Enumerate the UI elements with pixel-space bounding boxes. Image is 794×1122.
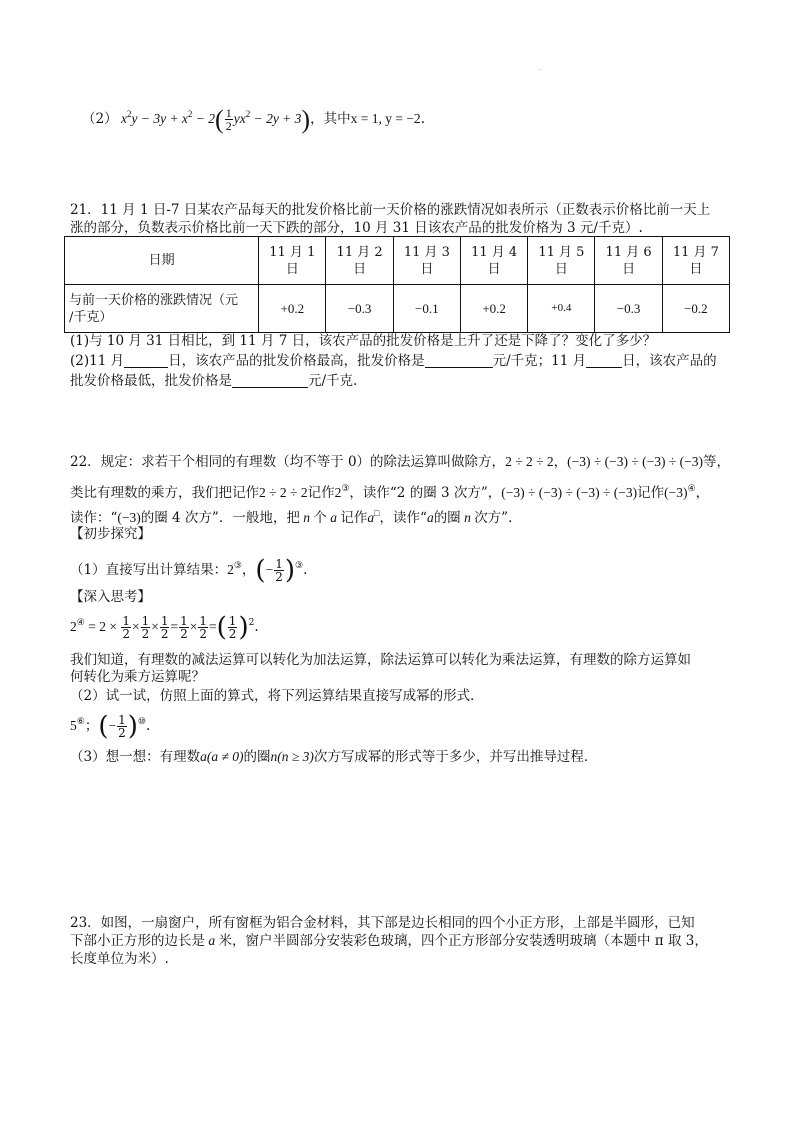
q22-example-formula: 2④ = 2 × $\frac{1}{2}$ × $\frac{1}{2}$ × $\frac{1}{2}$ = $\frac{1}{2}$ × $\frac{1}{2}$ =( $\frac{1}{2}$ )$^2$. <box>70 612 259 643</box>
header-day: 11 月 2 日 <box>326 237 393 285</box>
section-heading: 【深入思考】 <box>70 589 151 605</box>
q22-know2: 何转化为乘方运算呢？ <box>70 669 205 685</box>
q21-line2: 涨的部分，负数表示价格比前一天下跌的部分，10 月 31 日该农产品的批发价格为 3 元/千克）. <box>70 220 643 236</box>
table-cell-value: −0.1 <box>393 285 460 333</box>
scan-mark: · <box>539 66 542 74</box>
q20-condition: x = 1, y = −2 <box>350 111 421 126</box>
section-heading: 【初步探究】 <box>70 526 151 542</box>
table-header-row <box>65 237 730 285</box>
q22-line2: 类比有理数的乘方，我们把记作2 ÷ 2 ÷ 2记作2③，读作“2 的圈 3 次方”，(−3) ÷ (−3) ÷ (−3) ÷ (−3)记作(−3)④， <box>70 483 710 501</box>
row-label: 与前一天价格的涨跌情况（元 /千克） <box>65 285 259 333</box>
table-cell-value: +0.2 <box>460 285 527 333</box>
q22-part2-items: 5⑥；(− $\frac{1}{2}$ )⑩. <box>70 711 151 742</box>
q20-part2-number: （2） <box>82 111 118 127</box>
answer-blank[interactable] <box>425 353 493 368</box>
header-day: 11 月 3 日 <box>393 237 460 285</box>
q20-expression: $x^2y - 3y + x^2 - 2$( $\frac{1}{2}$ $yx^2 - 2y + 3$) <box>117 104 311 134</box>
q21-sub1: (1)与 10 月 31 日相比，到 11 月 7 日，该农产品的批发价格是上升了还是下降了？变化了多少？ <box>70 333 657 349</box>
table-cell-value: −0.2 <box>662 285 729 333</box>
q23-line1: 23．如图，一扇窗户，所有窗框为铝合金材料，其下部是边长相同的四个小正方形，上部是半圆形，已知 <box>70 915 695 931</box>
q23-line3: 长度单位为米）. <box>70 951 169 967</box>
header-day: 11 月 1 日 <box>259 237 326 285</box>
q20-condition-prefix: ，其中 <box>310 111 351 127</box>
answer-blank[interactable] <box>586 353 622 368</box>
table-value-row <box>65 285 730 333</box>
q22-line1: 22．规定：求若干个相同的有理数（均不等于 0）的除法运算叫做除方，2 ÷ 2 ÷ 2，(−3) ÷ (−3) ÷ (−3) ÷ (−3)等， <box>70 454 731 470</box>
q23-line2: 下部小正方形的边长是 a 米，窗户半圆部分安装彩色玻璃，四个正方形部分安装透明玻璃（本题中 π 取 3， <box>70 933 708 949</box>
table-cell-value: −0.3 <box>326 285 393 333</box>
answer-blank[interactable] <box>232 373 308 388</box>
answer-blank[interactable] <box>124 353 168 368</box>
q21-sub2-line2: 批发价格最低，批发价格是 元/千克. <box>70 373 358 389</box>
table-cell-value: −0.3 <box>595 285 662 333</box>
q22-part1: （1）直接写出计算结果：2③，(− $\frac{1}{2}$ )③. <box>70 555 308 586</box>
header-day: 11 月 6 日 <box>595 237 662 285</box>
q22-part3: （3）想一想：有理数a(a ≠ 0)的圈n(n ≥ 3)次方写成幂的形式等于多少，并写出推导过程． <box>70 749 598 765</box>
q22-part2: （2）试一试，仿照上面的算式，将下列运算结果直接写成幂的形式． <box>70 688 484 704</box>
q20-end: . <box>420 111 425 127</box>
header-day: 11 月 4 日 <box>460 237 527 285</box>
table-cell-value: +0.4 <box>528 285 595 333</box>
header-day: 11 月 5 日 <box>528 237 595 285</box>
q21-price-table <box>64 236 730 333</box>
header-date-label: 日期 <box>65 237 259 285</box>
table-cell-value: +0.2 <box>259 285 326 333</box>
q21-line1: 21．11 月 1 日-7 日某农产品每天的批发价格比前一天价格的涨跌情况如表所示（正数表示价格比前一天上 <box>70 202 711 218</box>
q22-line3: 读作：“(−3)的圈 4 次方”．一般地，把 n 个 a 记作a□，读作“a的圈 n 次方”． <box>70 508 522 526</box>
q21-sub2: (2)11 月 日，该农产品的批发价格最高，批发价格是 元/千克；11 月 日，该农产品的 <box>70 353 717 369</box>
q20-part2 <box>82 104 425 132</box>
header-day: 11 月 7 日 <box>662 237 729 285</box>
q22-know1: 我们知道，有理数的减法运算可以转化为加法运算，除法运算可以转化为乘法运算，有理数的除方运算如 <box>70 652 691 668</box>
